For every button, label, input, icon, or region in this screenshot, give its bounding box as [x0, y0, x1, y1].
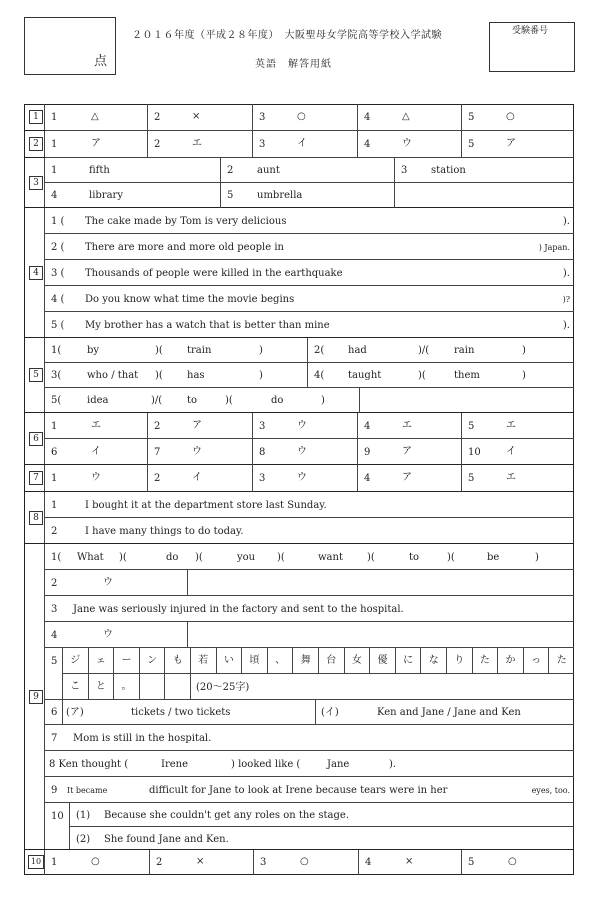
answer-cell[interactable] [45, 183, 221, 208]
answer-row [45, 570, 574, 596]
answer-value: ウ [91, 472, 101, 483]
answer-cell[interactable] [45, 363, 308, 388]
answer-cell[interactable] [45, 104, 148, 131]
bracket: )( [119, 552, 127, 563]
composition-cell[interactable]: 優 [369, 648, 395, 674]
answer-cell[interactable] [63, 700, 316, 724]
answer-cell[interactable] [462, 131, 574, 158]
composition-cell[interactable]: い [216, 648, 242, 674]
answer-cell[interactable] [462, 850, 574, 875]
answer-cell[interactable] [462, 413, 574, 439]
answer-cell[interactable] [70, 827, 574, 850]
section-number: 10 [28, 855, 44, 869]
bracket: ) [522, 345, 526, 356]
item-number: 2 ( [51, 242, 65, 253]
exam-number-box [489, 22, 575, 72]
item-number: 1 [51, 165, 58, 176]
answer-cell[interactable] [70, 803, 574, 827]
composition-cell[interactable]: 若 [190, 648, 216, 674]
bracket: ) [259, 345, 263, 356]
answer-cell[interactable] [462, 104, 574, 131]
answer-cell[interactable] [358, 439, 462, 465]
answer-value: by [87, 345, 100, 356]
answer-value: × [192, 111, 201, 122]
item-number: 10 [51, 811, 64, 822]
composition-cell[interactable]: 女 [344, 648, 370, 674]
answer-value: library [89, 190, 123, 201]
answer-cell[interactable] [45, 388, 360, 413]
answer-cell[interactable] [462, 465, 574, 492]
item-number: 4 [365, 857, 372, 868]
answer-value: ○ [508, 856, 517, 867]
item-number: 4 [364, 421, 371, 432]
answer-value: ウ [297, 472, 307, 483]
bracket: ) [522, 370, 526, 381]
answer-row[interactable] [45, 286, 574, 312]
answer-cell[interactable] [45, 413, 148, 439]
section-number: 1 [29, 110, 43, 124]
answer-row[interactable] [45, 596, 574, 622]
answer-word: you [237, 552, 256, 563]
answer-value: エ [91, 420, 101, 431]
answer-value: them [454, 370, 480, 381]
item-number: 6 [51, 447, 58, 458]
section-number: 2 [29, 137, 43, 151]
item-number: 4 [364, 473, 371, 484]
item-number: 1( [51, 345, 62, 356]
composition-cell[interactable]: 頃 [241, 648, 267, 674]
answer-row [45, 622, 574, 648]
answer-value: Jane was seriously injured in the factory and sent to the hospital. [73, 604, 404, 615]
item-number: 2( [314, 345, 325, 356]
answer-value: Jane [327, 759, 350, 770]
answer-value: idea [87, 395, 109, 406]
answer-value: ウ [103, 577, 113, 588]
composition-cell[interactable]: と [88, 674, 114, 700]
composition-cell[interactable]: か [497, 648, 523, 674]
answer-ending: ). [562, 216, 570, 227]
prefix-text: It became [67, 786, 108, 795]
item-number: 3 [259, 112, 266, 123]
item-number: 1 [51, 139, 58, 150]
answer-value: tickets / two tickets [131, 707, 231, 718]
item-number: 4( [314, 370, 325, 381]
composition-cell[interactable]: な [420, 648, 446, 674]
item-number: 2 [51, 526, 58, 537]
answer-value: taught [348, 370, 382, 381]
answer-value: ア [402, 446, 412, 457]
item-number: 1 [51, 421, 58, 432]
answer-word: want [318, 552, 343, 563]
answer-cell[interactable] [253, 465, 358, 492]
answer-value: My brother has a watch that is better than mine [85, 320, 330, 331]
item-number: 3 [259, 139, 266, 150]
answer-value: ○ [300, 856, 309, 867]
answer-word: What [77, 552, 104, 563]
item-number: 5( [51, 395, 62, 406]
item-number: 2 [154, 473, 161, 484]
answer-value: × [196, 856, 205, 867]
bracket: ). [389, 759, 397, 770]
item-number: 1 [51, 112, 58, 123]
answer-cell[interactable] [45, 131, 148, 158]
answer-value: I bought it at the department store last Sunday. [85, 500, 327, 511]
answer-row[interactable] [45, 777, 574, 803]
answer-value: × [405, 856, 414, 867]
bracket: ) [259, 370, 263, 381]
bracket: )( [447, 552, 455, 563]
item-number: 9 [364, 447, 371, 458]
answer-value: エ [402, 420, 412, 431]
composition-cell[interactable]: 。 [113, 674, 139, 700]
section-number: 4 [29, 266, 43, 280]
item-number: 2 [154, 421, 161, 432]
answer-cell[interactable] [45, 850, 150, 875]
item-number: 1 [51, 500, 58, 511]
answer-value: ウ [103, 629, 113, 640]
composition-cell[interactable]: ジ [62, 648, 88, 674]
item-number: 5 [227, 190, 234, 201]
answer-row[interactable] [45, 312, 574, 338]
answer-cell[interactable] [253, 131, 358, 158]
answer-value: She found Jane and Ken. [104, 834, 229, 845]
answer-cell[interactable] [221, 183, 395, 208]
answer-value: difficult for Jane to look at Irene because tears were in her [149, 785, 448, 796]
item-number: 2 [154, 112, 161, 123]
bracket: )( [418, 370, 426, 381]
answer-cell[interactable] [148, 104, 253, 131]
answer-value: Mom is still in the hospital. [73, 733, 212, 744]
answer-cell[interactable] [253, 104, 358, 131]
answer-cell[interactable] [150, 850, 254, 875]
answer-value: fifth [89, 165, 110, 176]
item-number: 2 [156, 857, 163, 868]
answer-value: Irene [161, 759, 189, 770]
item-number: 10 [468, 447, 481, 458]
answer-cell[interactable] [253, 439, 358, 465]
section-number: 7 [29, 471, 43, 485]
item-number: 4 [364, 139, 371, 150]
item-number: 4 [51, 630, 58, 641]
answer-value: イ [91, 446, 101, 457]
answer-row[interactable] [45, 518, 574, 544]
answer-value: ウ [402, 138, 412, 149]
answer-value: Do you know what time the movie begins [85, 294, 295, 305]
answer-cell[interactable] [358, 131, 462, 158]
item-number: 1 [51, 473, 58, 484]
answer-row [45, 700, 574, 725]
answer-value: rain [454, 345, 475, 356]
answer-cell[interactable] [45, 439, 148, 465]
answer-value: エ [192, 138, 202, 149]
character-limit-note: (20〜25字) [196, 682, 250, 693]
answer-cell[interactable] [395, 158, 574, 183]
answer-cell[interactable] [359, 850, 462, 875]
item-number: 5 ( [51, 320, 65, 331]
answer-value: There are more and more old people in [85, 242, 284, 253]
composition-cell[interactable]: に [395, 648, 421, 674]
divider [190, 674, 191, 700]
answer-value: station [431, 165, 466, 176]
composition-cell[interactable]: た [548, 648, 574, 674]
answer-ending: ) Japan. [538, 243, 570, 252]
composition-cell[interactable]: 舞 [292, 648, 318, 674]
bracket: )( [155, 370, 163, 381]
composition-cell[interactable] [164, 674, 190, 700]
item-number: 5 [468, 421, 475, 432]
answer-cell[interactable] [358, 104, 462, 131]
answer-value: train [187, 345, 212, 356]
section-number: 5 [29, 368, 43, 382]
answer-value: ア [402, 472, 412, 483]
item-number: 7 [51, 733, 58, 744]
item-number: 2 [51, 578, 58, 589]
bracket: )( [367, 552, 375, 563]
answer-cell[interactable] [317, 700, 574, 724]
answer-value: ウ [297, 446, 307, 457]
item-number: 7 [154, 447, 161, 458]
item-number: 1 ( [51, 216, 65, 227]
answer-cell[interactable] [148, 465, 253, 492]
bracket: )( [225, 395, 233, 406]
answer-value: umbrella [257, 190, 303, 201]
item-number: 9 [51, 785, 58, 796]
item-number: 3 [51, 604, 58, 615]
answer-row[interactable] [45, 260, 574, 286]
answer-connector: ) looked like ( [231, 759, 301, 770]
answer-cell[interactable] [253, 413, 358, 439]
item-number: 8 Ken thought ( [49, 759, 129, 770]
item-number: 1 [51, 857, 58, 868]
item-number: 3 [259, 473, 266, 484]
item-number: 5 [468, 112, 475, 123]
section-number: 6 [29, 432, 43, 446]
item-number: 5 [468, 473, 475, 484]
answer-cell[interactable] [221, 158, 395, 183]
composition-cell[interactable]: ー [113, 648, 139, 674]
answer-value: who / that [87, 370, 139, 381]
answer-cell[interactable] [308, 363, 574, 388]
answer-cell[interactable] [45, 338, 308, 363]
bracket: )/( [151, 395, 163, 406]
answer-value: ウ [297, 420, 307, 431]
bracket: ) [535, 552, 539, 563]
item-number: 3 [260, 857, 267, 868]
answer-value: The cake made by Tom is very delicious [85, 216, 287, 227]
answer-value: has [187, 370, 205, 381]
answer-cell[interactable] [358, 413, 462, 439]
bracket: )( [277, 552, 285, 563]
answer-value: ○ [297, 111, 306, 122]
sub-label: (2) [76, 834, 91, 845]
item-number: 6 [51, 707, 58, 718]
answer-ending: ). [562, 320, 570, 331]
answer-value: エ [506, 420, 516, 431]
bracket: )( [195, 552, 203, 563]
bracket: ) [321, 395, 325, 406]
answer-value: ア [192, 420, 202, 431]
composition-cell[interactable]: り [446, 648, 472, 674]
section-number: 3 [29, 176, 43, 190]
sub-label: (イ) [321, 707, 339, 718]
item-number: 4 [51, 190, 58, 201]
score-box [24, 17, 116, 75]
answer-cell[interactable] [148, 413, 253, 439]
answer-cell[interactable] [148, 439, 253, 465]
answer-row[interactable] [45, 208, 574, 234]
answer-row[interactable] [45, 492, 574, 518]
composition-cell[interactable]: 、 [267, 648, 293, 674]
item-number: 8 [259, 447, 266, 458]
answer-row[interactable] [45, 751, 574, 777]
sheet-title: 英語 解答用紙 [255, 59, 332, 70]
item-number: 2 [154, 139, 161, 150]
answer-row [45, 803, 574, 850]
answer-cell[interactable] [45, 465, 148, 492]
answer-value: Because she couldn't get any roles on the stage. [104, 810, 349, 821]
answer-value: had [348, 345, 367, 356]
answer-cell[interactable] [358, 465, 462, 492]
answer-ending: )? [562, 295, 570, 304]
composition-cell[interactable]: ェ [88, 648, 114, 674]
answer-value: ア [91, 138, 101, 149]
composition-cell[interactable]: こ [62, 674, 88, 700]
section-number: 8 [29, 511, 43, 525]
item-number: 5 [468, 857, 475, 868]
item-number: 1( [51, 552, 62, 563]
item-number: 3 [259, 421, 266, 432]
answer-value: do [271, 395, 284, 406]
answer-value: △ [402, 111, 410, 122]
composition-cell[interactable]: 台 [318, 648, 344, 674]
section-number: 9 [29, 690, 43, 704]
answer-value: aunt [257, 165, 280, 176]
sub-label: (ア) [66, 707, 84, 718]
composition-cell[interactable]: た [472, 648, 498, 674]
answer-cell[interactable] [308, 338, 574, 363]
answer-value: ア [506, 138, 516, 149]
answer-value: イ [506, 446, 516, 457]
answer-word: to [409, 552, 420, 563]
composition-cell[interactable]: も [164, 648, 190, 674]
sub-label: (1) [76, 810, 91, 821]
item-number: 3( [51, 370, 62, 381]
answer-row[interactable] [45, 544, 574, 570]
item-number: 4 [364, 112, 371, 123]
answer-word: do [166, 552, 179, 563]
answer-value: △ [91, 111, 99, 122]
answer-cell[interactable] [45, 622, 188, 647]
answer-row[interactable] [45, 725, 574, 751]
answer-cell[interactable] [254, 850, 359, 875]
answer-value: Thousands of people were killed in the earthquake [85, 268, 343, 279]
composition-cell[interactable]: ン [139, 648, 165, 674]
answer-row[interactable] [45, 234, 574, 260]
composition-cell[interactable] [139, 674, 165, 700]
answer-cell[interactable] [45, 158, 221, 183]
answer-value: ○ [91, 856, 100, 867]
item-number: 5 [51, 656, 58, 667]
item-number: 2 [227, 165, 234, 176]
answer-cell[interactable] [45, 570, 188, 595]
answer-word: be [487, 552, 500, 563]
score-label: 点 [93, 54, 107, 69]
bracket: )/( [418, 345, 430, 356]
item-number: 3 [401, 165, 408, 176]
answer-value: ○ [506, 111, 515, 122]
answer-value: I have many things to do today. [85, 526, 244, 537]
answer-ending: ). [562, 268, 570, 279]
suffix-text: eyes, too. [531, 786, 570, 795]
item-number: 5 [468, 139, 475, 150]
answer-value: イ [192, 472, 202, 483]
answer-value: ウ [192, 446, 202, 457]
exam-number-label: 受験番号 [512, 26, 549, 36]
answer-cell[interactable] [148, 131, 253, 158]
answer-value: Ken and Jane / Jane and Ken [377, 707, 521, 718]
item-number: 4 ( [51, 294, 65, 305]
answer-value: to [187, 395, 198, 406]
exam-title: ２０１６年度（平成２８年度） 大阪聖母女学院高等学校入学試験 [132, 30, 442, 41]
answer-value: エ [506, 472, 516, 483]
item-number: 3 ( [51, 268, 65, 279]
answer-cell[interactable] [462, 439, 574, 465]
answer-value: イ [297, 138, 307, 149]
bracket: )( [155, 345, 163, 356]
composition-cell[interactable]: っ [523, 648, 549, 674]
